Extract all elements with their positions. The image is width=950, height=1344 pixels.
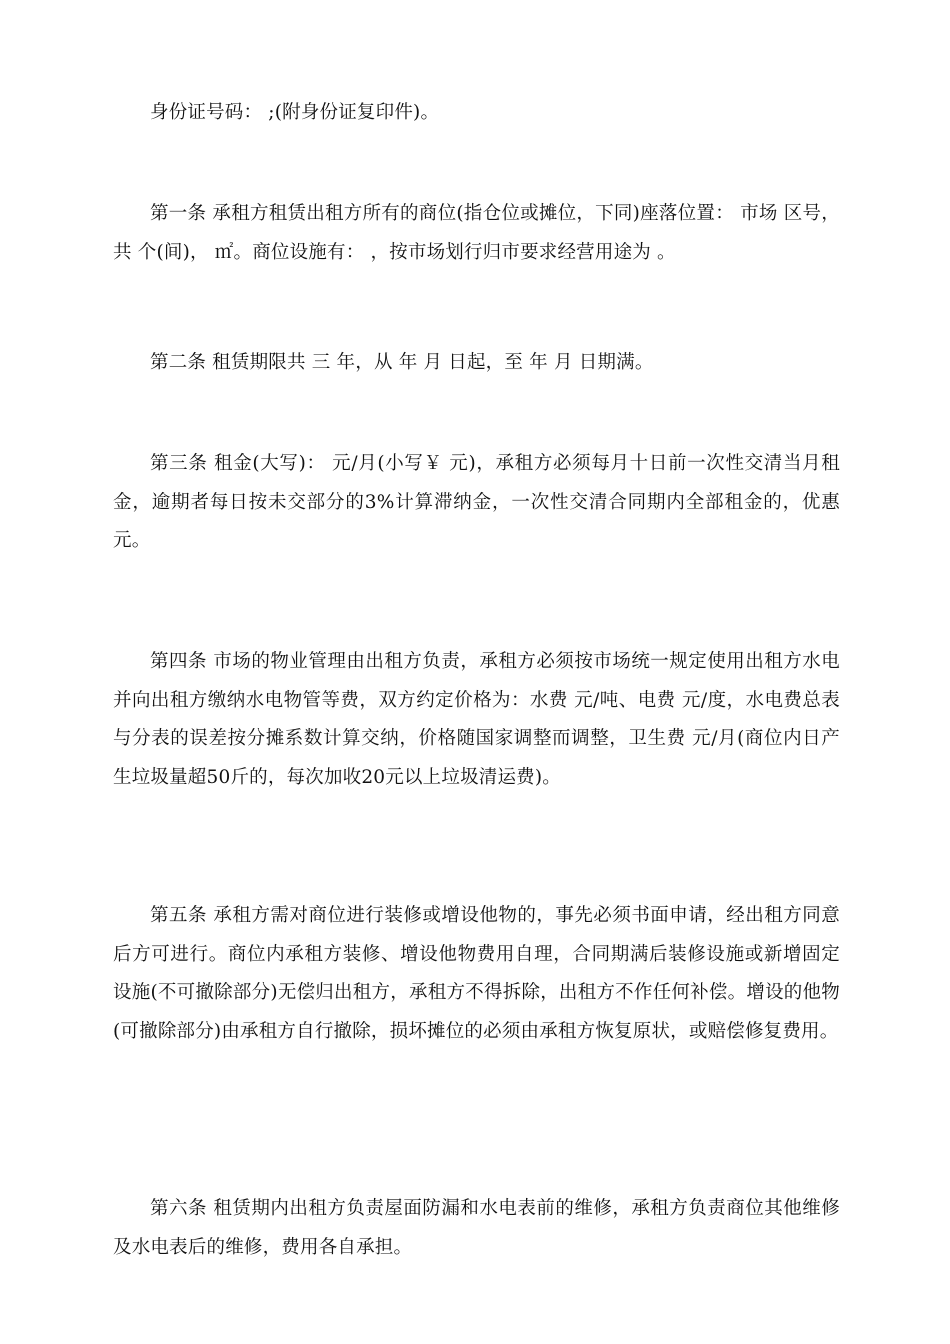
article-2-term: 第二条 租赁期限共 三 年，从 年 月 日起，至 年 月 日期满。 — [150, 352, 654, 373]
article-5-renovation: 第五条 承租方需对商位进行装修或增设他物的，事先必须书面申请，经出租方同意后方可进行。商位内承租方装修、增设他物费用自理，合同期满后装修设施或新增固定设施(不可撤除部分)无偿归出租方，承租方不得拆除，出租方不作任何补偿。增设的他物(可撤除部分)由承租方自行撤除，损坏摊位的必须由承租方恢复原状，或赔偿修复费用。 — [113, 905, 840, 1042]
article-1-location: 第一条 承租方租赁出租方所有的商位(指仓位或摊位，下同)座落位置： 市场 区号，共 个(间)， ㎡。商位设施有： ，按市场划行归市要求经营用途为 。 — [113, 203, 840, 263]
article-4-property-management: 第四条 市场的物业管理由出租方负责，承租方必须按市场统一规定使用出租方水电并向出租方缴纳水电物管等费，双方约定价格为：水费 元/吨、电费 元/度，水电费总表与分表的误差按分摊系数计算交纳，价格随国家调整而调整，卫生费 元/月(商位内日产生垃圾量超50斤的，每次加收20元以上垃圾清运费)。 — [113, 651, 840, 788]
article-6-maintenance: 第六条 租赁期内出租方负责屋面防漏和水电表前的维修，承租方负责商位其他维修及水电表后的维修，费用各自承担。 — [113, 1198, 840, 1258]
article-3-rent: 第三条 租金(大写)： 元/月(小写￥ 元)，承租方必须每月十日前一次性交清当月租金，逾期者每日按未交部分的3%计算滞纳金，一次性交清合同期内全部租金的，优惠 元。 — [113, 453, 840, 551]
id-number-line: 身份证号码： ;(附身份证复印件)。 — [150, 102, 440, 123]
